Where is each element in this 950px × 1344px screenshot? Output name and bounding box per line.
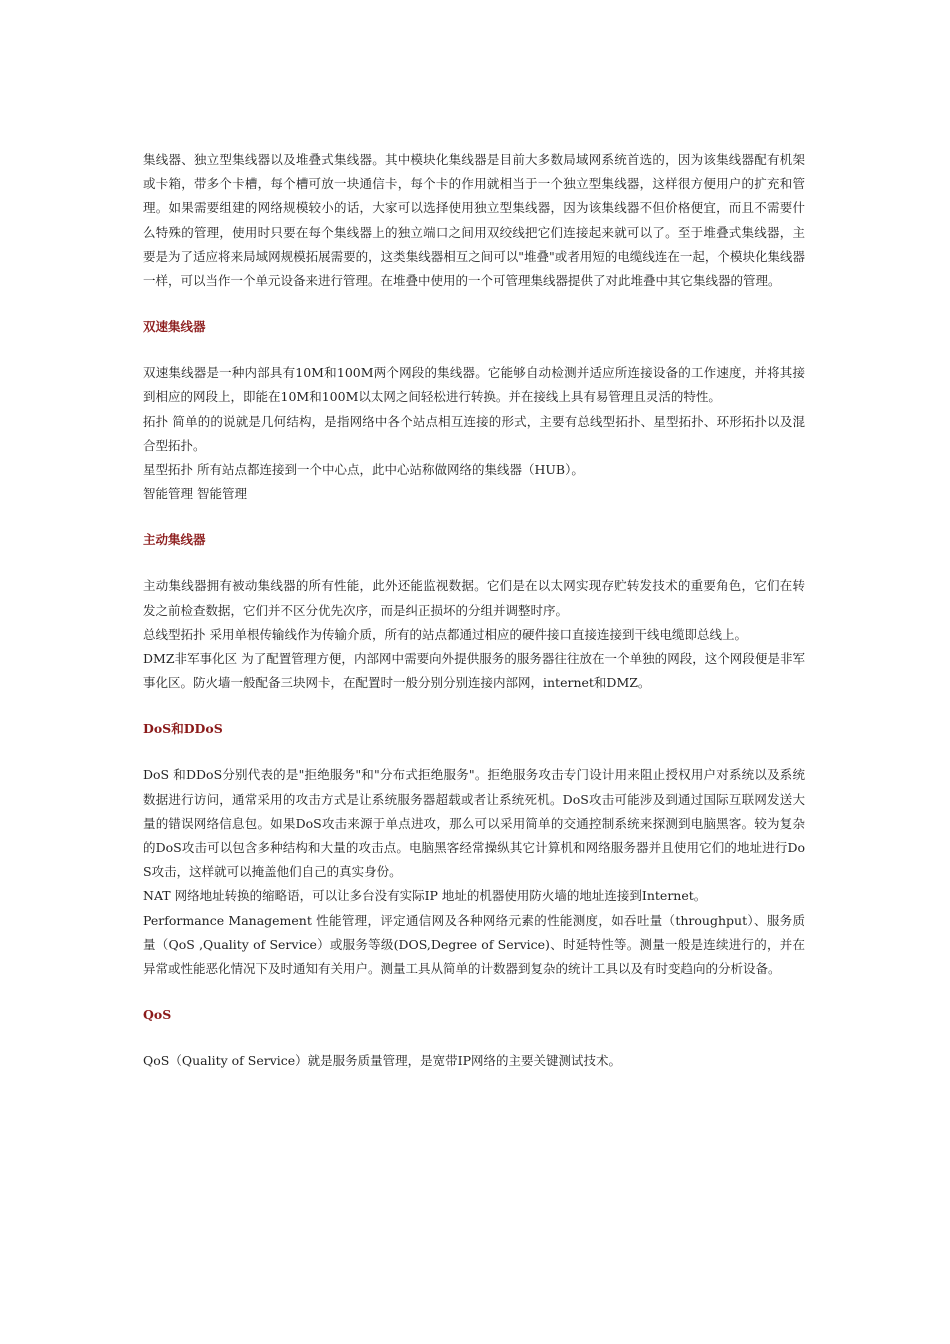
star-topology-paragraph: 星型拓扑 所有站点都连接到一个中心点，此中心站称做网络的集线器（HUB）。 [143, 462, 584, 478]
active-hub-paragraph: 主动集线器拥有被动集线器的所有性能，此外还能监视数据。它们是在以太网实现存贮转发技术的重要角色，它们在转发之前检查数据，它们并不区分优先次序，而是纠正损坏的分组并调整时序。 [143, 578, 805, 618]
document-body [143, 148, 805, 1073]
nat-paragraph: NAT 网络地址转换的缩略语，可以让多台没有实际IP 地址的机器使用防火墙的地址连接到Internet。 [143, 888, 707, 904]
performance-management-paragraph: Performance Management 性能管理，评定通信网及各种网络元素的性能测度，如吞吐量（throughput）、服务质量（QoS ,Quality of Service）或服务等级(DOS,Degree of Service)、时延特性等。测量一般是连续进行的，并在异常或性能恶化情况下及时通知有关用户。测量工具从简单的计数器到复杂的统计工具以及有时变趋向的分析设备。 [143, 912, 805, 977]
smart-management-paragraph: 智能管理 智能管理 [143, 486, 247, 502]
section-heading-qos: QoS [143, 1007, 172, 1023]
bus-topology-paragraph: 总线型拓扑 采用单根传输线作为传输介质，所有的站点都通过相应的硬件接口直接连接到干线电缆即总线上。 [143, 626, 747, 642]
section-heading-active-hub: 主动集线器 [143, 532, 206, 548]
section-heading-dos: DoS和DDoS [143, 721, 223, 737]
intro-paragraph: 集线器、独立型集线器以及堆叠式集线器。其中模块化集线器是目前大多数局域网系统首选的，因为该集线器配有机架或卡箱，带多个卡槽，每个槽可放一块通信卡，每个卡的作用就相当于一个独立型集线器，这样很方便用户的扩充和管理。如果需要组建的网络规模较小的话，大家可以选择使用独立型集线器，因为该集线器不但价格便宜，而且不需要什么特殊的管理，使用时只要在每个集线器上的独立端口之间用双绞线把它们连接起来就可以了。至于堆叠式集线器，主要是为了适应将来局域网规模拓展需要的，这类集线器相互之间可以"堆叠"或者用短的电缆线连在一起，个模块化集线器一样，可以当作一个单元设备来进行管理。在堆叠中使用的一个可管理集线器提供了对此堆叠中其它集线器的管理。 [143, 152, 805, 289]
qos-paragraph: QoS（Quality of Service）就是服务质量管理，是宽带IP网络的主要关键测试技术。 [143, 1053, 622, 1069]
dos-paragraph: DoS 和DDoS分别代表的是"拒绝服务"和"分布式拒绝服务"。拒绝服务攻击专门设计用来阻止授权用户对系统以及系统数据进行访问，通常采用的攻击方式是让系统服务器超载或者让系统死机。DoS攻击可能涉及到通过国际互联网发送大量的错误网络信息包。如果DoS攻击来源于单点进攻，那么可以采用简单的交通控制系统来探测到电脑黑客。较为复杂的DoS攻击可以包含多种结构和大量的攻击点。电脑黑客经常操纵其它计算机和网络服务器并且使用它们的地址进行DoS攻击，这样就可以掩盖他们自己的真实身份。 [143, 767, 805, 880]
dmz-paragraph: DMZ非军事化区 为了配置管理方便，内部网中需要向外提供服务的服务器往往放在一个单独的网段，这个网段便是非军事化区。防火墙一般配备三块网卡，在配置时一般分别分别连接内部网，internet和DMZ。 [143, 651, 805, 691]
dual-speed-paragraph: 双速集线器是一种内部具有10M和100M两个网段的集线器。它能够自动检测并适应所连接设备的工作速度，并将其接到相应的网段上，即能在10M和100M以太网之间轻松进行转换。并在接线上具有易管理且灵活的特性。 [143, 365, 805, 405]
topology-paragraph: 拓扑 简单的的说就是几何结构，是指网络中各个站点相互连接的形式，主要有总线型拓扑、星型拓扑、环形拓扑以及混合型拓扑。 [143, 413, 805, 453]
section-heading-dual-speed-hub: 双速集线器 [143, 319, 206, 335]
